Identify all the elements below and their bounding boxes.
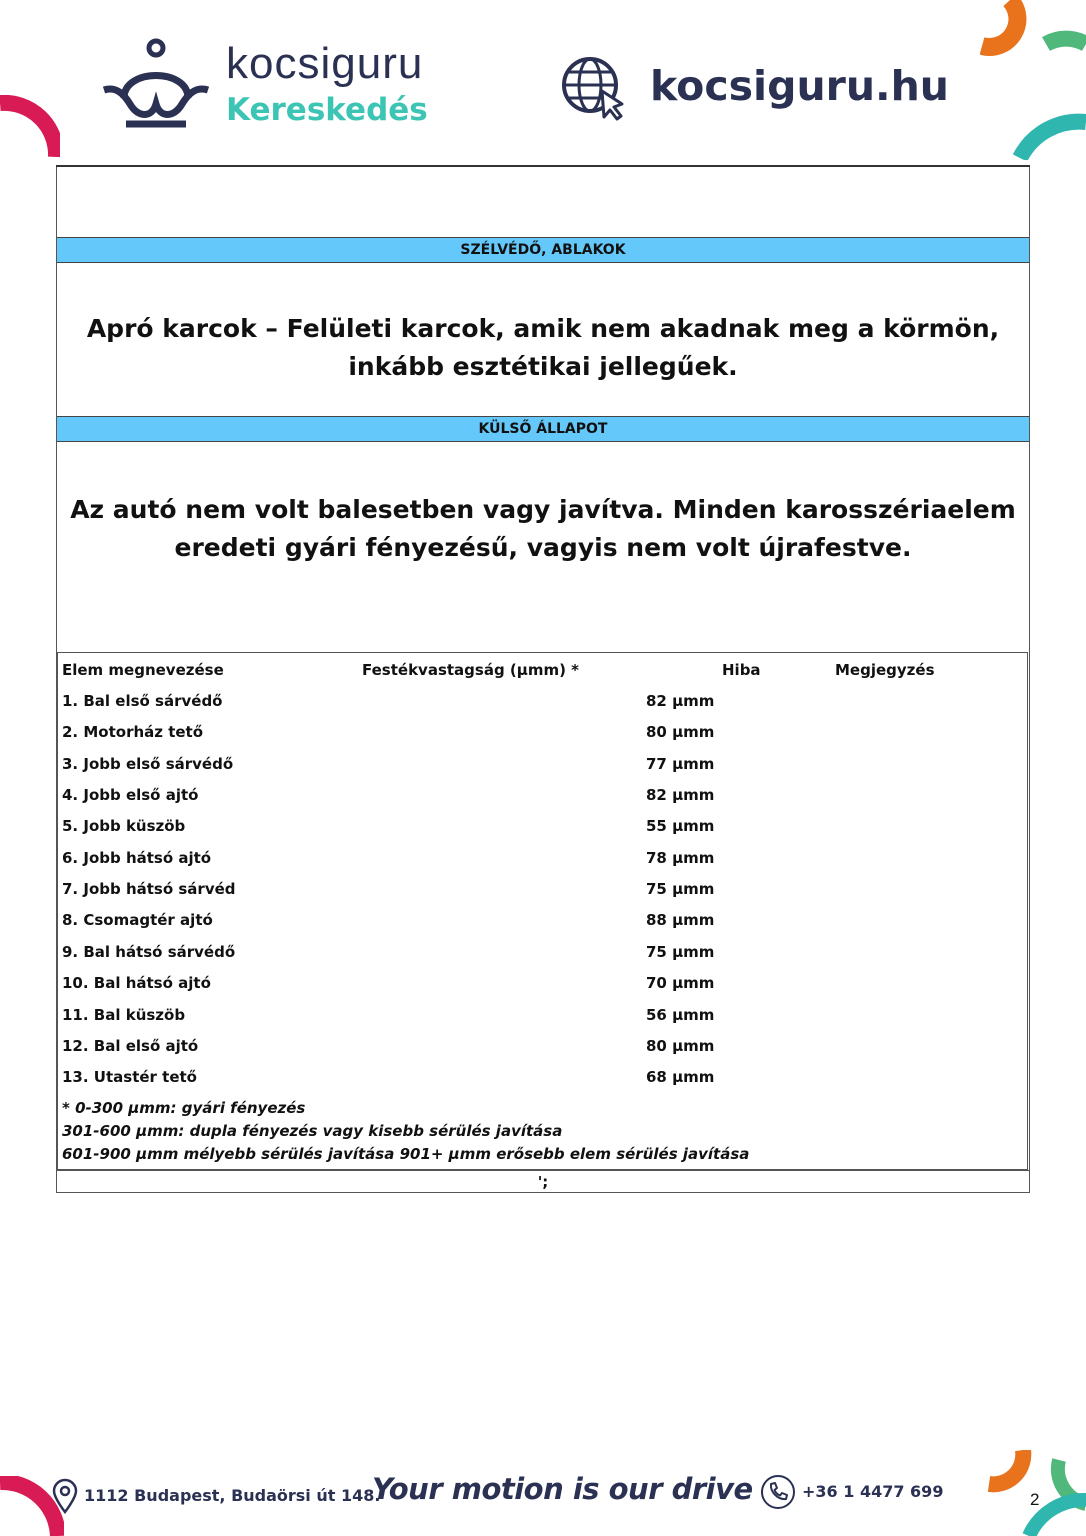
column-header-name: Elem megnevezése (62, 661, 224, 679)
windows-description-line-1: Apró karcok – Felületi karcok, amik nem akadnak meg a körmön, (86, 314, 1000, 343)
table-row-name: 1. Bal első sárvédő (62, 692, 223, 710)
table-row-thickness: 80 µmm (646, 1036, 715, 1055)
corner-decoration-top-right (980, 0, 1086, 160)
table-row-thickness: 56 µmm (646, 1005, 715, 1024)
table-row-name: 11. Bal küszöb (62, 1005, 186, 1024)
section-header-windows: SZÉLVÉDŐ, ABLAKOK (57, 237, 1029, 263)
table-row-name: 10. Bal hátsó ajtó (62, 974, 211, 993)
legend-note-3: 601-900 µmm mélyebb sérülés javítása 901+ µmm erősebb elem sérülés javítása (62, 1145, 750, 1163)
table-row-thickness: 75 µmm (646, 942, 715, 961)
table-row-thickness: 82 µmm (646, 786, 715, 805)
globe-cursor-icon (560, 55, 626, 121)
page-number: 2 (1030, 1490, 1040, 1509)
table-row-name: 7. Jobb hátsó sárvéd (62, 880, 236, 899)
table-row-thickness: 88 µmm (646, 911, 715, 930)
table-row-name: 5. Jobb küszöb (62, 817, 186, 836)
table-row-thickness: 75 µmm (646, 880, 715, 899)
table-row-name: 4. Jobb első ajtó (62, 786, 199, 805)
table-row-name: 9. Bal hátsó sárvédő (62, 942, 236, 961)
website-link[interactable]: kocsiguru.hu (650, 62, 949, 110)
column-header-thickness: Festékvastagság (µmm) * (362, 661, 580, 679)
table-row-thickness: 77 µmm (646, 754, 715, 773)
table-row-thickness: 70 µmm (646, 974, 715, 993)
table-row-thickness: 78 µmm (646, 848, 715, 867)
table-row-name: 6. Jobb hátsó ajtó (62, 848, 212, 867)
table-row-thickness: 80 µmm (646, 723, 715, 742)
table-row-name: 13. Utastér tető (62, 1068, 197, 1087)
corner-decoration-top-left (0, 95, 60, 165)
kocsiguru-logo-icon (96, 38, 216, 130)
footer-address: 1112 Budapest, Budaörsi út 148. (84, 1486, 381, 1505)
table-row-name: 2. Motorház tető (62, 723, 204, 742)
column-header-note: Megjegyzés (835, 661, 935, 679)
footer-slogan: Your motion is our drive (372, 1472, 753, 1506)
legend-note-1: * 0-300 µmm: gyári fényezés (62, 1099, 306, 1117)
table-row-name: 3. Jobb első sárvédő (62, 754, 234, 773)
phone-icon (760, 1474, 796, 1510)
table-row-thickness: 68 µmm (646, 1068, 715, 1087)
footer-phone[interactable]: +36 1 4477 699 (802, 1482, 944, 1501)
column-header-defect: Hiba (722, 661, 761, 679)
frame-divider (56, 165, 1030, 167)
section-header-exterior: KÜLSŐ ÁLLAPOT (57, 416, 1029, 442)
location-pin-icon (52, 1478, 78, 1514)
table-row-name: 12. Bal első ajtó (62, 1036, 199, 1055)
windows-description-line-2: inkább esztétikai jellegűek. (348, 352, 738, 381)
table-row-name: 8. Csomagtér ajtó (62, 911, 213, 930)
exterior-description-line-2: eredeti gyári fényezésű, vagyis nem volt újrafestve. (174, 533, 912, 562)
table-row-thickness: 55 µmm (646, 817, 715, 836)
brand-subtitle: Kereskedés (226, 92, 428, 128)
brand-name: kocsiguru (226, 39, 424, 88)
legend-note-2: 301-600 µmm: dupla fényezés vagy kisebb sérülés javítása (62, 1122, 563, 1140)
table-row-thickness: 82 µmm (646, 692, 715, 710)
table-trailing-cell: '; (57, 1170, 1029, 1193)
exterior-description-line-1: Az autó nem volt balesetben vagy javítva. Minden karosszériaelem (70, 495, 1016, 524)
